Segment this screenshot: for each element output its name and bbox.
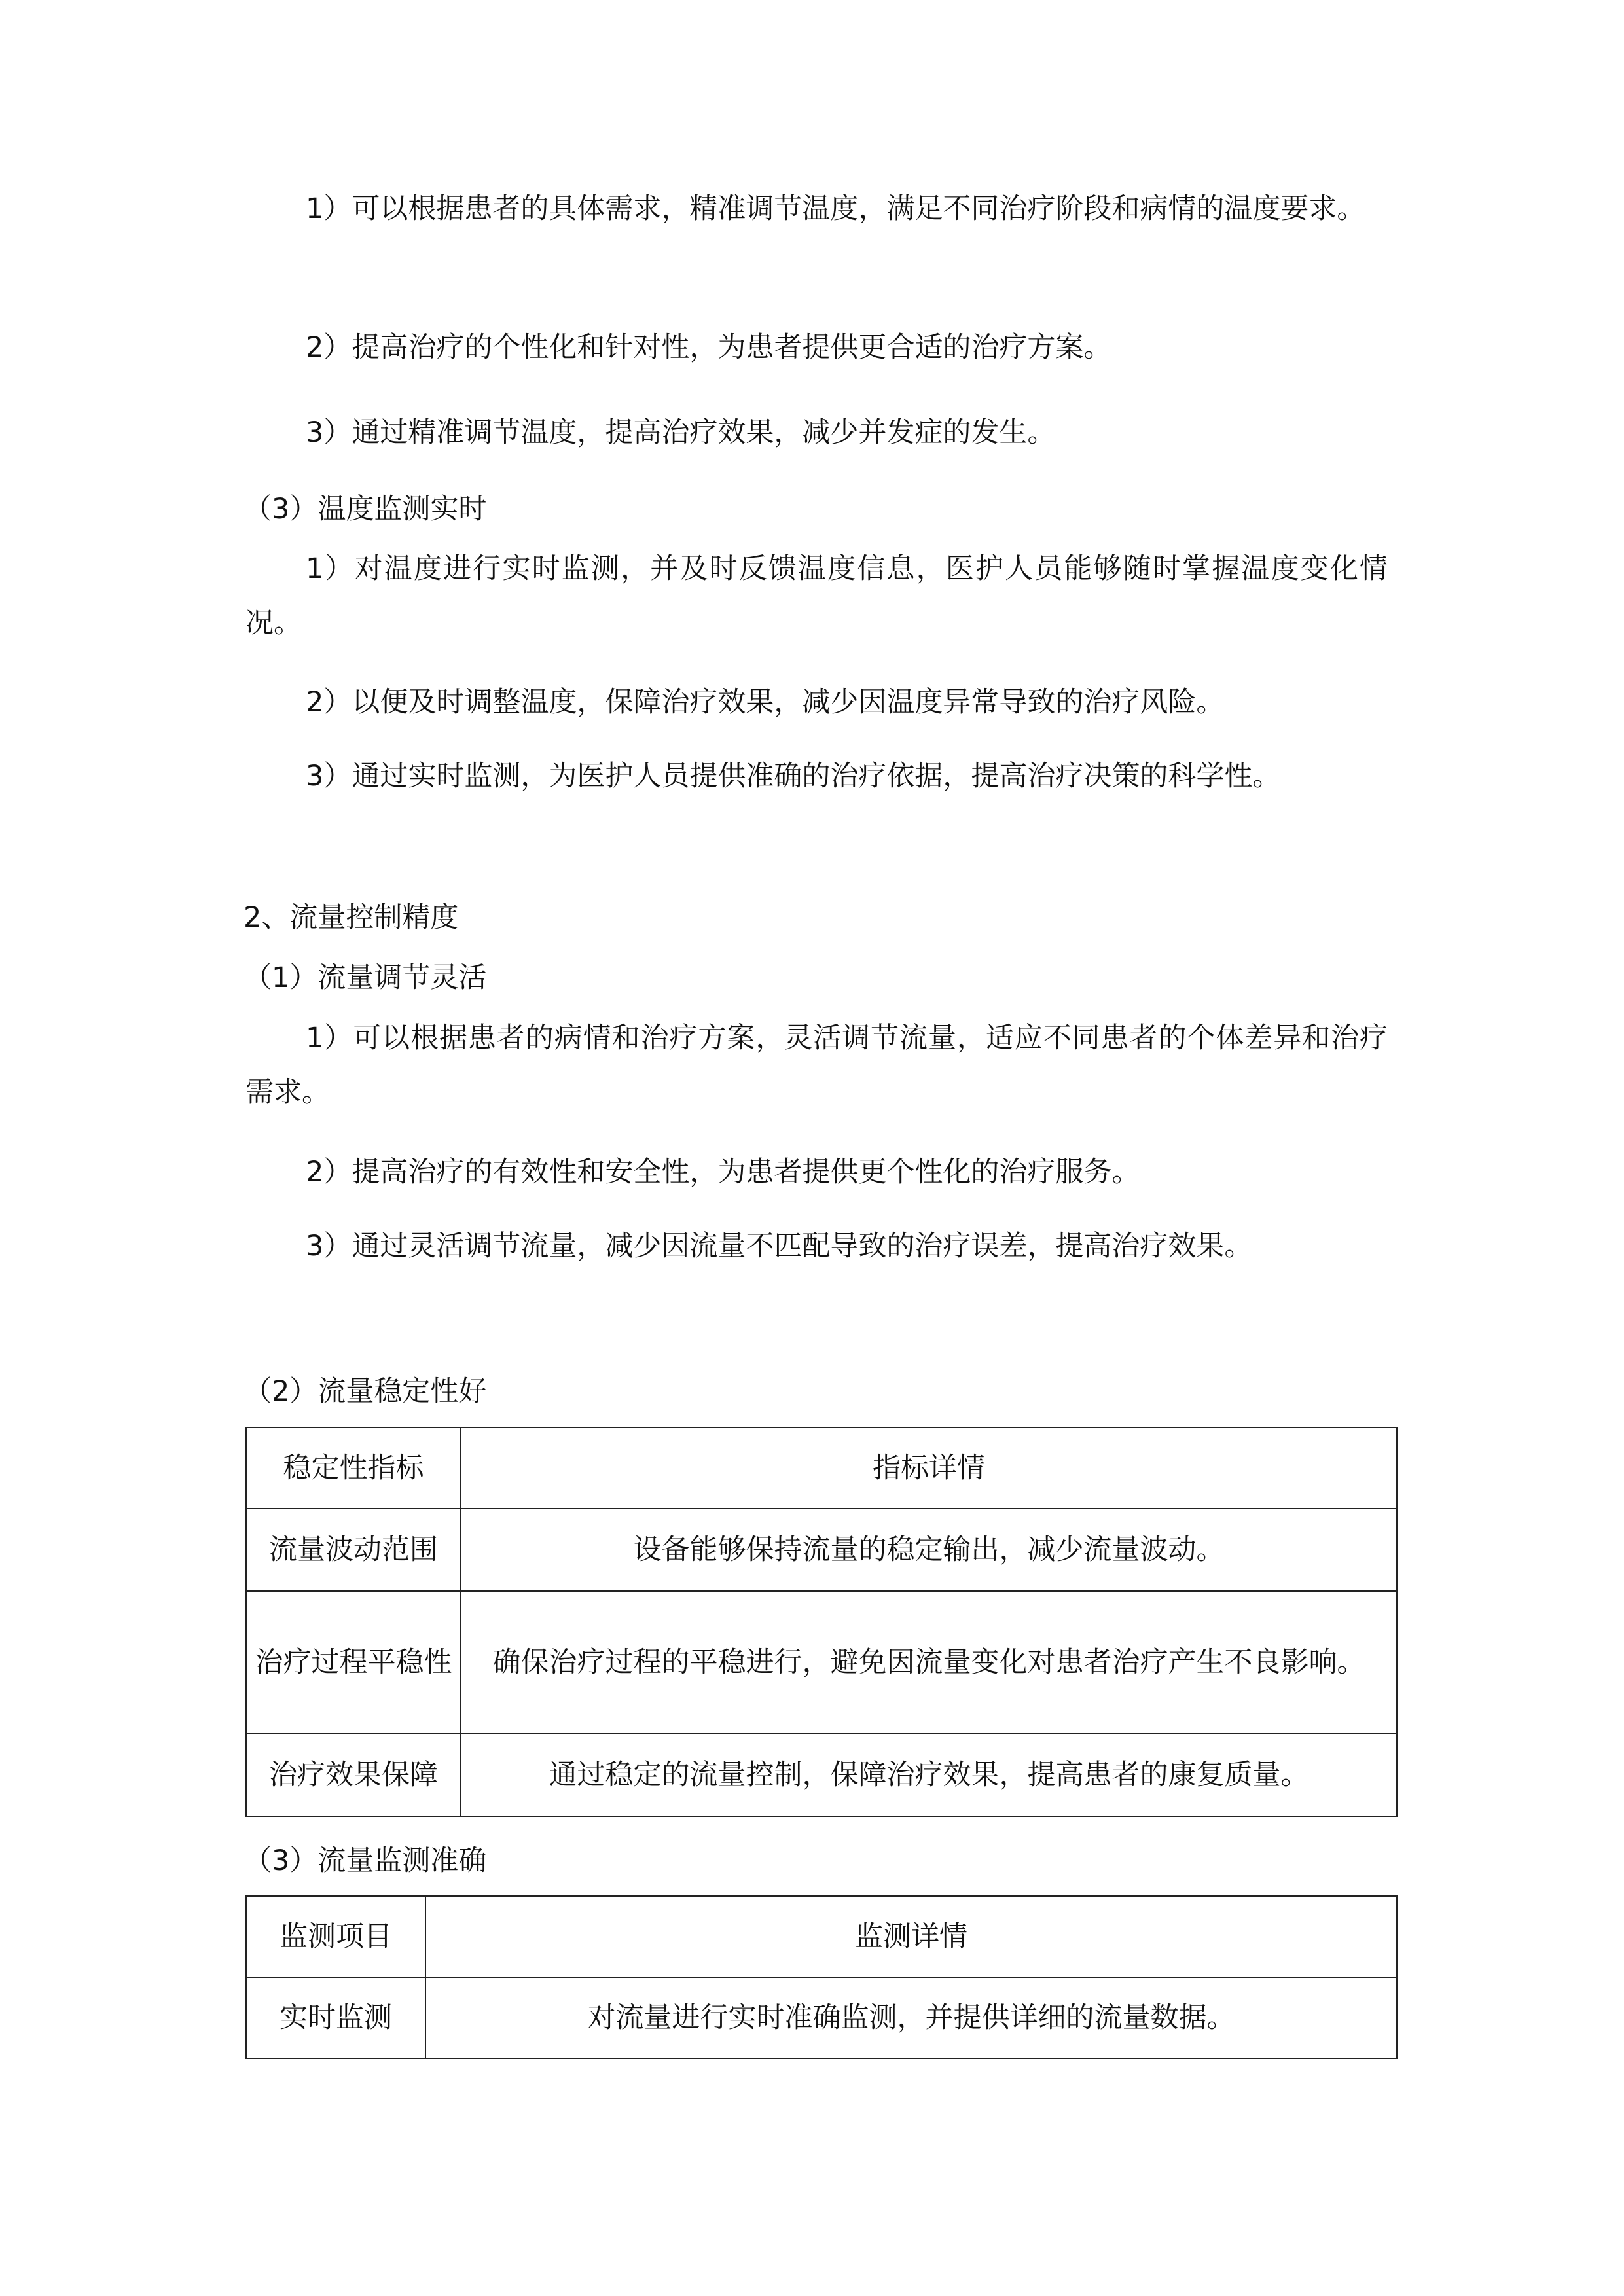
table-cell: 实时监测 — [246, 1977, 425, 2058]
table-row — [246, 1591, 1397, 1734]
heading-flow-control: 2、流量控制精度 — [244, 901, 459, 934]
paragraph-temp-adjust-2: 2）提高治疗的个性化和针对性，为患者提供更合适的治疗方案。 — [306, 331, 1112, 364]
table-row — [246, 1977, 1397, 2058]
table-header-cell: 监测项目 — [246, 1896, 425, 1977]
table-cell: 对流量进行实时准确监测，并提供详细的流量数据。 — [425, 1977, 1397, 2058]
table-header-row — [246, 1427, 1397, 1509]
table-cell: 通过稳定的流量控制，保障治疗效果，提高患者的康复质量。 — [461, 1734, 1397, 1816]
table-header-cell: 指标详情 — [461, 1427, 1397, 1509]
table-header-row — [246, 1896, 1397, 1977]
heading-flow-monitor: （3）流量监测准确 — [244, 1844, 487, 1877]
paragraph-flow-adjust-2: 2）提高治疗的有效性和安全性，为患者提供更个性化的治疗服务。 — [306, 1156, 1140, 1189]
paragraph-temp-monitor-2: 2）以便及时调整温度，保障治疗效果，减少因温度异常导致的治疗风险。 — [306, 686, 1225, 719]
table-header-cell: 监测详情 — [425, 1896, 1397, 1977]
table-header-cell: 稳定性指标 — [246, 1427, 461, 1509]
paragraph-temp-adjust-3: 3）通过精准调节温度，提高治疗效果，减少并发症的发生。 — [306, 416, 1056, 449]
table-cell: 治疗效果保障 — [246, 1734, 461, 1816]
table-row — [246, 1734, 1397, 1816]
table-cell: 确保治疗过程的平稳进行，避免因流量变化对患者治疗产生不良影响。 — [461, 1591, 1397, 1734]
heading-temp-monitor: （3）温度监测实时 — [244, 493, 487, 526]
table-cell: 治疗过程平稳性 — [246, 1591, 461, 1734]
paragraph-temp-monitor-1: 1）对温度进行实时监测，并及时反馈温度信息，医护人员能够随时掌握温度变化情况。 — [245, 552, 1388, 639]
paragraph-temp-monitor-3: 3）通过实时监测，为医护人员提供准确的治疗依据，提高治疗决策的科学性。 — [306, 760, 1281, 793]
table-row — [246, 1509, 1397, 1591]
heading-flow-adjust: （1）流量调节灵活 — [244, 961, 487, 994]
heading-flow-stability: （2）流量稳定性好 — [244, 1375, 487, 1408]
paragraph-temp-adjust-1: 1）可以根据患者的具体需求，精准调节温度，满足不同治疗阶段和病情的温度要求。 — [306, 192, 1365, 225]
paragraph-flow-adjust-3: 3）通过灵活调节流量，减少因流量不匹配导致的治疗误差，提高治疗效果。 — [306, 1230, 1253, 1263]
table-cell: 设备能够保持流量的稳定输出，减少流量波动。 — [461, 1509, 1397, 1591]
table-cell: 流量波动范围 — [246, 1509, 461, 1591]
paragraph-flow-adjust-1: 1）可以根据患者的病情和治疗方案，灵活调节流量，适应不同患者的个体差异和治疗需求。 — [245, 1022, 1388, 1109]
flow-stability-table — [245, 1427, 1398, 1817]
flow-monitor-table — [245, 1895, 1398, 2059]
